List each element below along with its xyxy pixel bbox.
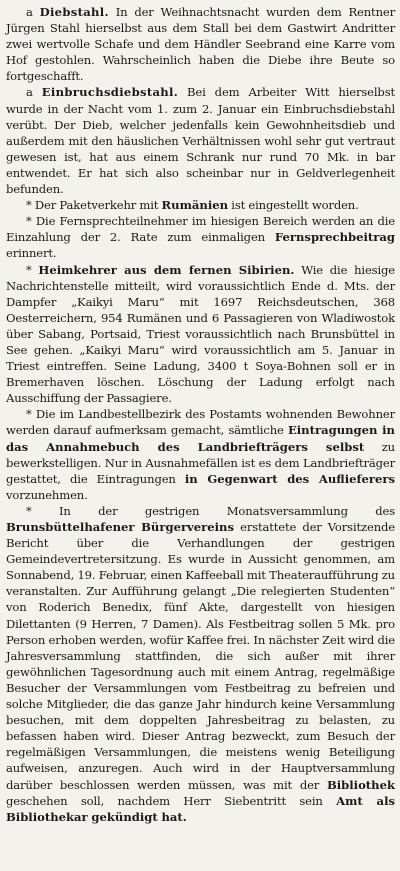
article-body: Wie die hiesige Nachrichtenstelle mitteilt, wird voraussichtlich Ende d. Mts. der Dampfer „Kaikyi Maru“ mit 1697 Reichsdeutschen, 368 Oesterreichern, 954 Rumänen und 6 Passagieren von Wladiwostok über Sabang, Portsaid, Triest voraussichtlich nach Brunsbüttel in See gehen. „Kaikyi Maru“ wird voraussichtlich am 5. Januar in Triest eintreffen. Seine Ladung, 3400 t Soya-Bohnen soll er in Bremerhaven löschen. Löschung der Ladung erfolgt nach Ausschiffung der Passagiere.: [6, 262, 395, 406]
article-heading: Rumänien: [161, 198, 229, 213]
article-heading: Diebstahl.: [39, 5, 109, 19]
article-heimkehrer: [6, 262, 395, 407]
article-heading: Brunsbüttelhafener Bürgervereins: [6, 520, 235, 534]
article-prefix: a: [26, 5, 40, 19]
article-heading-2: in Gegenwart des Auflieferers: [184, 471, 395, 486]
article-fernsprech: [6, 213, 395, 261]
article-einbruchsdiebstahl: [6, 84, 395, 197]
article-body: erinnert.: [6, 246, 57, 261]
article-pre: Der Paketverkehr mit: [34, 198, 162, 213]
article-paketverkehr: [6, 197, 395, 213]
article-prefix: *: [26, 503, 59, 518]
article-heading: Eintragungen in das Annahmebuch des Landbriefträgers selbst: [6, 423, 395, 454]
article-pre: In der gestrigen Monatsversammlung des: [59, 503, 395, 518]
article-heading: Fernsprechbeitrag: [274, 230, 395, 245]
article-body: erstattete der Vorsitzende Bericht über die Verhandlungen der gestrigen Gemeindevertretersitzung. Es wurde in Aussicht genommen, am Sonnabend, 19. Februar, einen Kaffeeball mit Theateraufführung zu veranstalten. Zur Aufführung gelangt „Die relegierten Studenten“ von Roderich Benedix, fünf Akte, dargestellt von hiesigen Dilettanten (9 Herren, 7 Damen). Als Festbeitrag sollen 5 Mk. pro Person erhoben werden, wofür Kaffee frei. In nächster Zeit wird die Jahresversammlung stattfinden, die sich außer mit ihrer gewöhnlichen Tagesordnung auch mit einem Antrag, regelmäßige Besucher der Versammlungen vom Festbeitrag zu befreien und solche Mitglieder, die das ganze Jahr hindurch keine Versammlung besuchen, mit dem doppelten Jahresbeitrag zu belasten, zu befassen haben wird. Dieser Antrag bezweckt, zum Besuch der regelmäßigen Versammlungen, die meistens wenig Beteiligung aufweisen, anzuregen. Auch wird in der Hauptversammlung darüber beschlossen werden müssen, was mit der: [6, 520, 395, 792]
article-prefix: *: [26, 407, 36, 422]
article-buergerverein: [6, 503, 395, 825]
article-prefix: a: [26, 85, 42, 100]
article-pre: Die im Landbestellbezirk des Postamts wohnenden Bewohner werden darauf aufmerksam gemacht, sämtliche: [6, 407, 395, 438]
article-body: ist eingestellt worden.: [228, 198, 359, 213]
article-body: In der Weihnachtsnacht wurden dem Rentner Jürgen Stahl hierselbst aus dem Stall bei dem Gastwirt Andritter zwei wertvolle Schafe und dem Händler Seebrand eine Karre vom Hof gestohlen. Wahrscheinlich haben die Diebe ihre Beute so fortgeschafft.: [6, 5, 395, 84]
article-prefix: *: [26, 262, 39, 277]
article-heading: Heimkehrer aus dem fernen Sibirien.: [38, 262, 295, 277]
article-body: Bei dem Arbeiter Witt hierselbst wurde in der Nacht vom 1. zum 2. Januar ein Einbruchsdiebstahl verübt. Der Dieb, welcher jedenfalls kein Gewohnheitsdieb und außerdem mit den häuslichen Verhältnissen wohl sehr gut vertraut gewesen ist, hat aus einem Schrank nur rund 70 Mk. in bar entwendet. Er hat sich also scheinbar nur in Geldverlegenheit befunden.: [6, 85, 396, 197]
article-prefix: *: [26, 198, 35, 213]
article-heading: Einbruchsdiebstahl.: [41, 85, 179, 100]
article-heading-3: Amt als Bibliothekar gekündigt hat.: [6, 793, 395, 824]
article-post: geschehen soll, nachdem Herr Siebentritt sein: [6, 793, 337, 808]
article-body: zu bewerkstelligen. Nur in Ausnahmefällen ist es dem Landbriefträger gestattet, die Eintragungen: [6, 439, 395, 486]
article-pre: Die Fernsprechteilnehmer im hiesigen Bereich werden an die Einzahlung der 2. Rate zum einmaligen: [6, 214, 395, 245]
article-post: vorzunehmen.: [6, 487, 88, 502]
article-prefix: *: [26, 214, 36, 229]
article-landbestellbezirk: [6, 406, 395, 503]
article-heading-2: Bibliothek: [326, 777, 395, 792]
article-diebstahl: [6, 4, 395, 84]
